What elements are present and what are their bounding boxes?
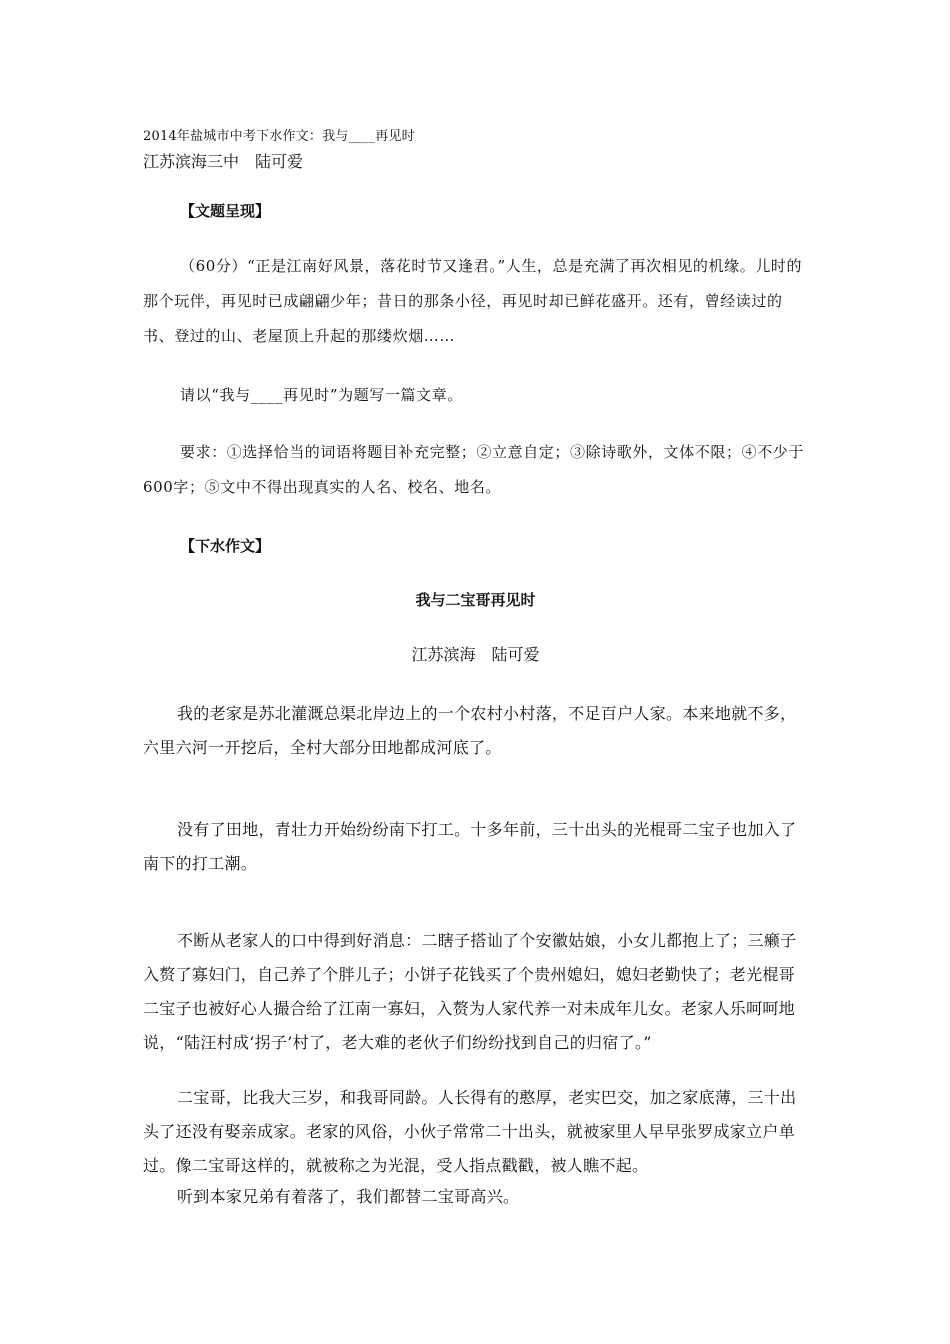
document-meta-author: 江苏滨海三中 陆可爱 <box>143 152 304 171</box>
essay-paragraph: 二宝哥，比我大三岁，和我哥同龄。人长得有的憨厚，老实巴交，加之家底薄，三十出头了还没有娶亲成家。老家的风俗，小伙子常常二十出头，就被家里人早早张罗成家立户单过。像二宝哥这样的，就被称之为光混，受人指点戳戳，被人瞧不起。 <box>143 1088 797 1175</box>
document-meta-title: 2014年盐城市中考下水作文：我与____再见时 <box>143 129 415 144</box>
essay-section-heading: 【下水作文】 <box>180 537 271 555</box>
prompt-section-heading: 【文题呈现】 <box>180 202 271 220</box>
essay-paragraph: 没有了田地，青壮力开始纷纷南下打工。十多年前，三十出头的光棍哥二宝子也加入了南下的打工潮。 <box>143 820 797 873</box>
essay-paragraph: 我的老家是苏北灌溉总渠北岸边上的一个农村小村落，不足百户人家。本来地就不多，六里六河一开挖后，全村大部分田地都成河底了。 <box>143 704 797 757</box>
essay-title: 我与二宝哥再见时 <box>415 591 536 609</box>
prompt-paragraph: 要求：①选择恰当的词语将题目补充完整；②立意自定；③除诗歌外，文体不限；④不少于600字；⑤文中不得出现真实的人名、校名、地名。 <box>143 443 805 496</box>
essay-paragraph: 听到本家兄弟有着落了，我们都替二宝哥高兴。 <box>177 1187 520 1206</box>
essay-author: 江苏滨海 陆可爱 <box>411 645 540 664</box>
prompt-paragraph: 请以“我与____再见时”为题写一篇文章。 <box>180 386 463 404</box>
prompt-paragraph: （60分）“正是江南好风景，落花时节又逢君。”人生，总是充满了再次相见的机缘。儿时的那个玩伴，再见时已成翩翩少年；昔日的那条小径，再见时却已鲜花盛开。还有，曾经读过的书、登过的山、老屋顶上升起的那缕炊烟…… <box>143 257 803 345</box>
essay-paragraph: 不断从老家人的口中得到好消息：二瞎子搭讪了个安徽姑娘，小女儿都抱上了；三癞子入赘了寡妇门，自己养了个胖儿子；小饼子花钱买了个贵州媳妇，媳妇老勤快了；老光棍哥二宝子也被好心人撮合给了江南一寡妇，入赘为人家代养一对未成年儿女。老家人乐呵呵地说，“陆汪村成‘拐子’村了，老大难的老伙子们纷纷找到自己的归宿了。” <box>143 931 797 1052</box>
